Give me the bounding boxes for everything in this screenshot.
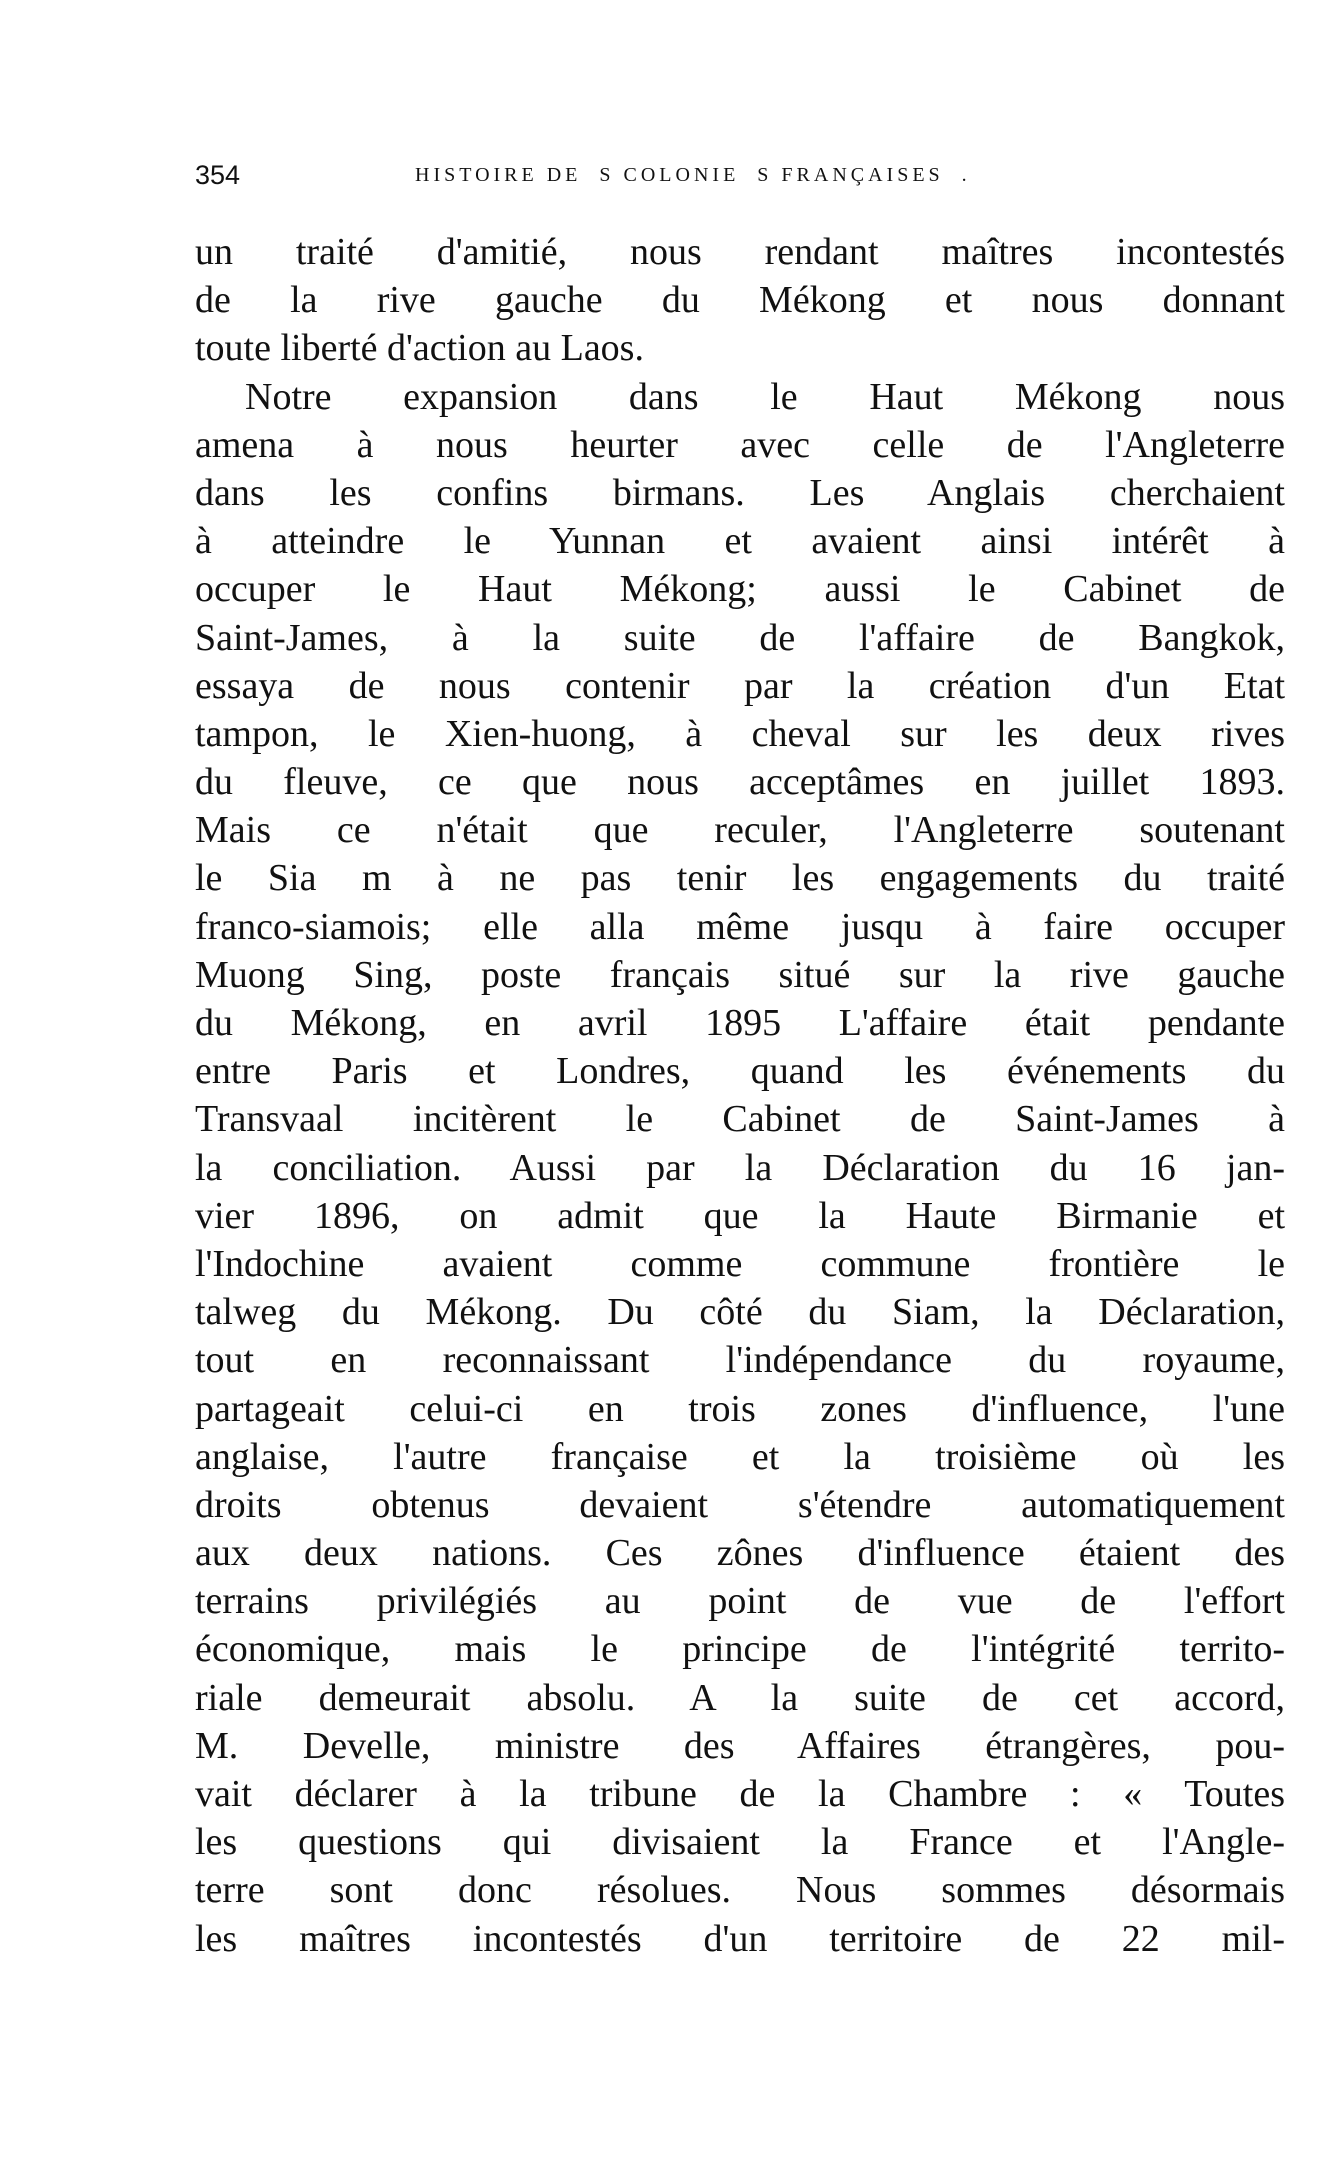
- text-line: toute liberté d'action au Laos.: [195, 327, 644, 370]
- text-line: essaya de nous contenir par la création d'un Etat: [195, 664, 1285, 707]
- text-line: riale demeurait absolu. A la suite de cet accord,: [195, 1676, 1285, 1719]
- text-line: les questions qui divisaient la France et l'Angle-: [195, 1821, 1285, 1864]
- text-line: aux deux nations. Ces zônes d'influence étaient des: [195, 1532, 1285, 1575]
- text-line: à atteindre le Yunnan et avaient ainsi intérêt à: [195, 520, 1285, 563]
- text-line: Notre expansion dans le Haut Mékong nous: [245, 375, 1285, 418]
- text-line: du fleuve, ce que nous acceptâmes en juillet 1893.: [195, 761, 1285, 804]
- text-line: de la rive gauche du Mékong et nous donnant: [195, 279, 1285, 322]
- text-line: vait déclarer à la tribune de la Chambre : « Toutes: [195, 1773, 1285, 1815]
- text-line: les maîtres incontestés d'un territoire de 22 mil-: [195, 1917, 1285, 1960]
- text-line: l'Indochine avaient comme commune frontière le: [195, 1242, 1285, 1285]
- text-line: Mais ce n'était que reculer, l'Angleterre soutenant: [195, 809, 1285, 852]
- body-text: [195, 228, 1285, 1963]
- text-line: Muong Sing, poste français situé sur la rive gauche: [195, 953, 1285, 996]
- text-line: du Mékong, en avril 1895 L'affaire était pendante: [195, 1002, 1285, 1044]
- page-number: 354: [195, 160, 241, 190]
- text-line: occuper le Haut Mékong; aussi le Cabinet de: [195, 568, 1285, 611]
- running-head: [195, 158, 1285, 198]
- text-line: économique, mais le principe de l'intégrité territo-: [195, 1628, 1285, 1671]
- text-line: dans les confins birmans. Les Anglais cherchaient: [195, 471, 1285, 514]
- text-line: tout en reconnaissant l'indépendance du royaume,: [195, 1339, 1285, 1382]
- text-line: terre sont donc résolues. Nous sommes désormais: [195, 1869, 1285, 1912]
- text-line: terrains privilégiés au point de vue de l'effort: [195, 1580, 1285, 1623]
- text-line: vier 1896, on admit que la Haute Birmanie et: [195, 1194, 1285, 1237]
- text-line: Transvaal incitèrent le Cabinet de Saint-James à: [195, 1098, 1285, 1141]
- text-line: un traité d'amitié, nous rendant maîtres incontestés: [195, 231, 1285, 273]
- text-line: droits obtenus devaient s'étendre automatiquement: [195, 1483, 1285, 1526]
- text-line: partageait celui-ci en trois zones d'influence, l'une: [195, 1387, 1285, 1430]
- text-line: Saint-James, à la suite de l'affaire de Bangkok,: [195, 616, 1285, 659]
- text-line: franco-siamois; elle alla même jusqu à faire occuper: [195, 905, 1285, 948]
- text-line: anglaise, l'autre française et la troisième où les: [195, 1435, 1285, 1478]
- text-line: talweg du Mékong. Du côté du Siam, la Déclaration,: [195, 1291, 1285, 1334]
- text-line: la conciliation. Aussi par la Déclaration du 16 jan-: [195, 1146, 1285, 1189]
- text-line: M. Develle, ministre des Affaires étrangères, pou-: [195, 1724, 1285, 1767]
- text-line: amena à nous heurter avec celle de l'Angleterre: [195, 423, 1285, 466]
- running-title: HISTOIRE DE S COLONIE S FRANÇAISES .: [415, 164, 971, 186]
- text-line: tampon, le Xien-huong, à cheval sur les deux rives: [195, 712, 1285, 755]
- text-line: le Sia m à ne pas tenir les engagements du traité: [195, 857, 1285, 900]
- text-line: entre Paris et Londres, quand les événements du: [195, 1050, 1285, 1093]
